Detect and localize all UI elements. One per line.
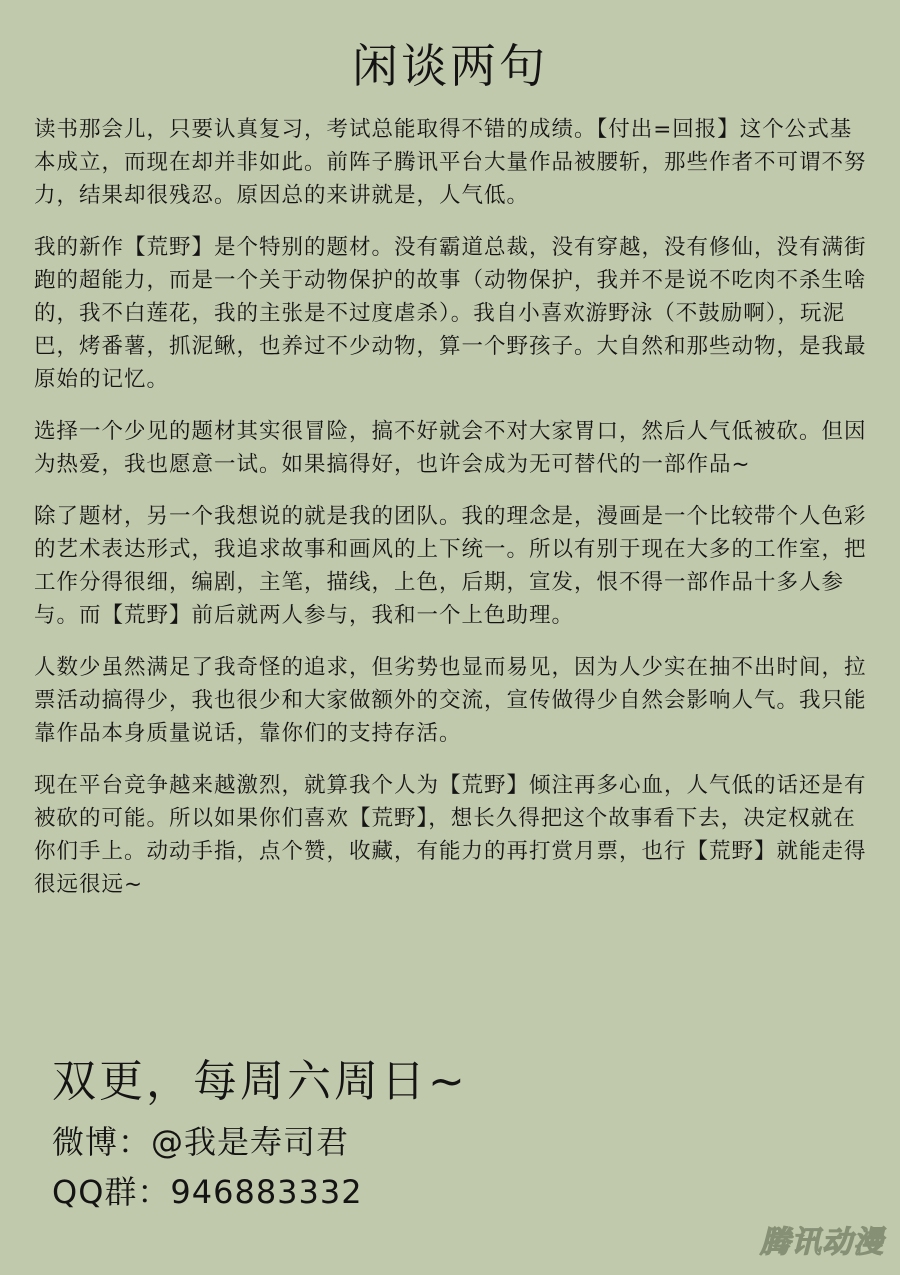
- weibo-contact: 微博：@我是寿司君: [52, 1123, 350, 1161]
- paragraph: 现在平台竞争越来越激烈，就算我个人为【荒野】倾注再多心血，人气低的话还是有被砍的可能。所以如果你们喜欢【荒野】，想长久得把这个故事看下去，决定权就在你们手上。动动手指，点个赞，收藏，有能力的再打赏月票，也行【荒野】就能走得很远很远~: [34, 773, 867, 897]
- paragraph: 读书那会儿，只要认真复习，考试总能取得不错的成绩。【付出=回报】这个公式基本成立，而现在却并非如此。前阵子腾讯平台大量作品被腰斩，那些作者不可谓不努力，结果却很残忍。原因总的来讲就是，人气低。: [34, 117, 867, 208]
- paragraph: 我的新作【荒野】是个特别的题材。没有霸道总裁，没有穿越，没有修仙，没有满街跑的超能力，而是一个关于动物保护的故事（动物保护，我并不是说不吃肉不杀生啥的，我不白莲花，我的主张是不过度虐杀）。我自小喜欢游野泳（不鼓励啊），玩泥巴，烤番薯，抓泥鳅，也养过不少动物，算一个野孩子。大自然和那些动物，是我最原始的记忆。: [34, 235, 867, 392]
- page-title: 闲谈两句: [352, 39, 548, 93]
- qq-group-contact: QQ群：946883332: [52, 1173, 363, 1211]
- update-schedule: 双更，每周六周日~: [52, 1056, 468, 1107]
- footer-info: [52, 1050, 752, 1214]
- article-body: [34, 113, 870, 920]
- tencent-comic-watermark-logo: 腾讯动漫: [760, 1225, 884, 1260]
- paragraph: 人数少虽然满足了我奇怪的追求，但劣势也显而易见，因为人少实在抽不出时间，拉票活动搞得少，我也很少和大家做额外的交流，宣传做得少自然会影响人气。我只能靠作品本身质量说话，靠你们的支持存活。: [34, 655, 867, 746]
- paragraph: 除了题材，另一个我想说的就是我的团队。我的理念是，漫画是一个比较带个人色彩的艺术表达形式，我追求故事和画风的上下统一。所以有别于现在大多的工作室，把工作分得很细，编剧，主笔，描线，上色，后期，宣发，恨不得一部作品十多人参与。而【荒野】前后就两人参与，我和一个上色助理。: [34, 504, 867, 628]
- paragraph: 选择一个少见的题材其实很冒险，搞不好就会不对大家胃口，然后人气低被砍。但因为热爱，我也愿意一试。如果搞得好，也许会成为无可替代的一部作品~: [34, 419, 867, 477]
